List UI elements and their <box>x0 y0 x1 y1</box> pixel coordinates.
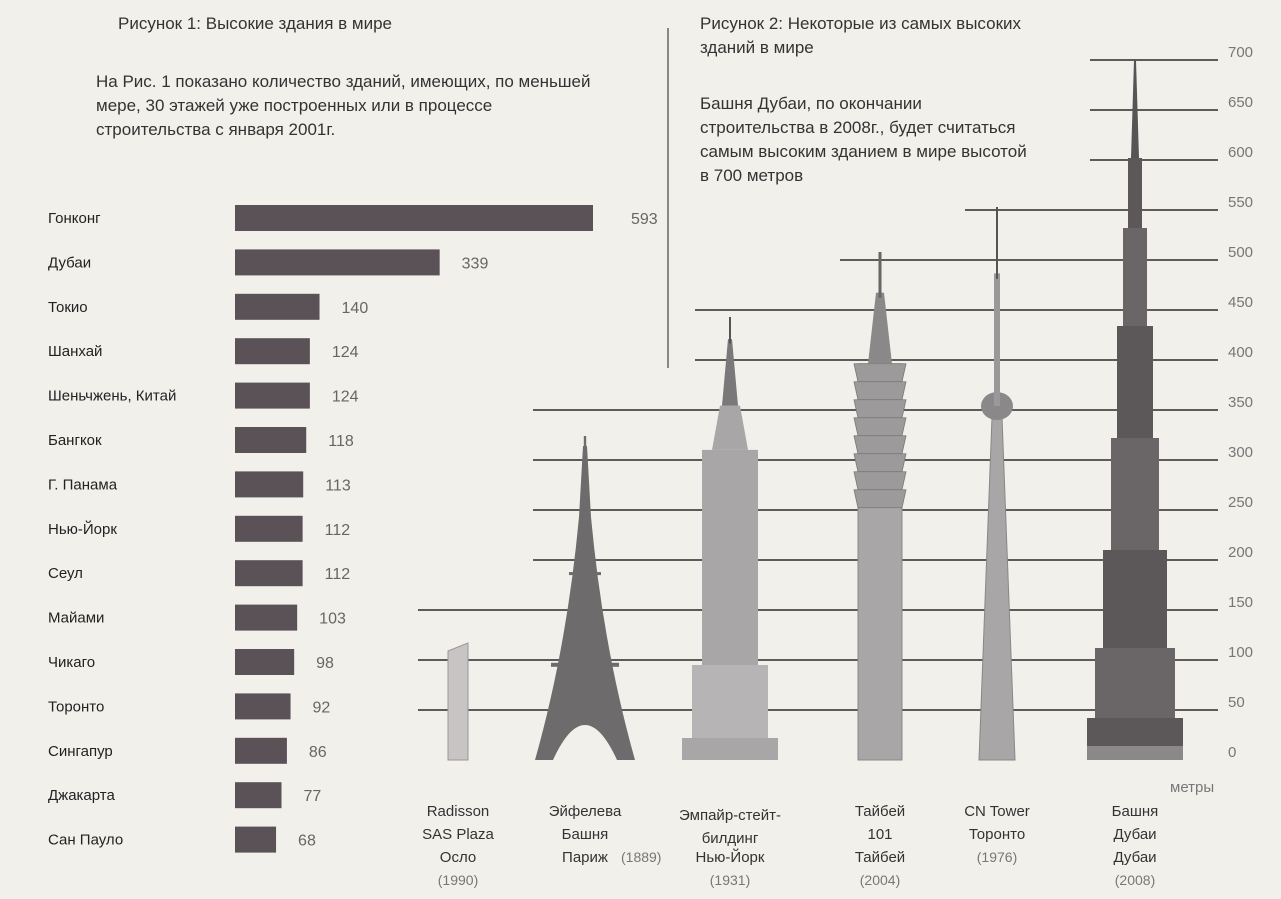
building-body <box>692 665 768 738</box>
building-tier <box>1128 158 1142 228</box>
bar-value-label: 593 <box>631 211 658 228</box>
y-tick-label: 550 <box>1228 194 1254 211</box>
building-year-label: (2008) <box>1114 872 1156 888</box>
bar-category-label: Бангкок <box>48 432 102 449</box>
building-name-label: Дубаи <box>1113 849 1157 866</box>
building-body <box>702 450 758 665</box>
bar-category-label: Сеул <box>48 565 83 583</box>
building-eiffel <box>535 436 635 760</box>
building-year-label: (1976) <box>976 849 1018 865</box>
building-tier <box>1103 550 1167 648</box>
bar-category-label: Гонконг <box>48 210 101 227</box>
building-empire <box>682 317 778 760</box>
bar-category-label: Сингапур <box>48 742 113 760</box>
bar <box>235 383 310 409</box>
building-tier <box>1123 228 1147 326</box>
y-tick-label: 700 <box>1228 44 1254 61</box>
bar-value-label: 112 <box>324 521 351 539</box>
building-name-label: Париж <box>562 849 608 866</box>
building-year-label: (1889) <box>621 849 662 865</box>
building-segment <box>854 364 906 382</box>
building-year-label: (2004) <box>859 872 901 888</box>
y-tick-label: 600 <box>1228 144 1254 161</box>
bar-value-label: 124 <box>331 344 359 362</box>
building-body <box>535 446 635 760</box>
height-gridlines <box>418 60 1218 710</box>
building-name-label: Radisson <box>426 803 490 820</box>
bar-value-label: 103 <box>319 610 346 628</box>
building-platform <box>551 663 619 667</box>
y-tick-label: 100 <box>1228 644 1254 661</box>
y-tick-label: 150 <box>1228 594 1254 611</box>
bar-category-label: Майами <box>48 609 105 627</box>
figure2-title: Рисунок 2: Некоторые из самых высоких зданий в мире <box>700 14 1022 57</box>
building-segment <box>854 418 906 436</box>
bar-category-label: Чикаго <box>48 654 96 671</box>
bar-category-label: Дубаи <box>48 254 92 272</box>
building-body <box>979 417 1015 760</box>
building-tier <box>1095 648 1175 718</box>
y-tick-label: 300 <box>1228 444 1254 461</box>
building-base <box>1087 746 1183 760</box>
figure2-description: Башня Дубаи, по окончании строительства в 2008г., будет считаться самым высоким зданием в мире высотой в 700 метров <box>700 94 1027 185</box>
figure1-title: Рисунок 1: Высокие здания в мире <box>118 14 393 33</box>
building-body <box>448 643 468 760</box>
building-name-label: Башня <box>1111 803 1159 820</box>
bar-category-label: Шанхай <box>48 343 103 361</box>
building-segment <box>854 472 906 490</box>
y-axis-unit-label: метры <box>1170 779 1215 796</box>
bar-category-label: Сан Пауло <box>48 831 124 849</box>
building-name-label: Эйфелева <box>548 803 622 820</box>
bar-chart-cities <box>48 205 658 853</box>
building-tier <box>1117 326 1153 438</box>
building-spire <box>1131 60 1139 158</box>
building-name-label: Дубаи <box>1113 826 1157 843</box>
bar <box>235 605 297 631</box>
bar-value-label: 140 <box>341 299 369 317</box>
bar-category-label: Нью-Йорк <box>48 520 117 538</box>
bar-category-label: Токио <box>48 298 88 316</box>
building-segment <box>854 490 906 508</box>
bar-category-label: Шеньчжень, Китай <box>48 387 177 405</box>
bar <box>235 471 303 497</box>
building-segment <box>854 400 906 418</box>
bar-value-label: 68 <box>298 832 316 850</box>
building-segment <box>854 382 906 400</box>
y-tick-label: 500 <box>1228 244 1254 261</box>
bar <box>235 205 593 231</box>
bar <box>235 738 287 764</box>
bar <box>235 427 306 453</box>
building-crown <box>722 339 738 405</box>
bar <box>235 827 276 853</box>
bar-value-label: 77 <box>303 788 322 806</box>
y-tick-label: 350 <box>1228 394 1254 411</box>
building-mast <box>994 273 1000 406</box>
building-segment <box>854 436 906 454</box>
bar-category-label: Джакарта <box>48 787 115 805</box>
building-name-label: билдинг <box>701 830 759 847</box>
bar-category-label: Г. Панама <box>48 476 118 494</box>
y-tick-label: 250 <box>1228 494 1254 511</box>
y-tick-label: 400 <box>1228 344 1254 361</box>
building-name-label: Тайбей <box>854 803 906 820</box>
bar <box>235 338 310 364</box>
building-name-label: Эмпайр-стейт- <box>679 807 781 824</box>
building-year-label: (1931) <box>709 872 751 888</box>
bar <box>235 249 440 275</box>
bar-value-label: 112 <box>324 566 351 584</box>
building-name-label: Тайбей <box>854 849 906 866</box>
building-name-label: Башня <box>561 826 609 843</box>
y-tick-label: 50 <box>1228 694 1245 711</box>
y-tick-label: 650 <box>1228 94 1254 111</box>
building-slab <box>448 643 468 760</box>
building-year-label: (1990) <box>437 872 479 888</box>
building-base <box>682 738 778 760</box>
bar-value-label: 339 <box>461 255 489 273</box>
building-antenna <box>996 207 998 279</box>
building-labels <box>422 803 1158 888</box>
building-taipei <box>854 252 906 760</box>
bar <box>235 693 291 719</box>
building-cn <box>979 207 1015 760</box>
y-tick-label: 200 <box>1228 544 1254 561</box>
bar-value-label: 113 <box>325 477 351 495</box>
bar-value-label: 98 <box>316 655 334 672</box>
bar <box>235 516 303 542</box>
building-tier <box>1111 438 1159 550</box>
bar-value-label: 118 <box>328 433 354 450</box>
bar-value-label: 124 <box>331 388 359 406</box>
height-axis <box>1170 44 1253 796</box>
y-tick-label: 450 <box>1228 294 1254 311</box>
figure1-description: На Рис. 1 показано количество зданий, имеющих, по меньшей мере, 30 этажей уже построенных или в процессе строительства с января 2001г. <box>96 72 591 139</box>
bar <box>235 294 320 320</box>
bar <box>235 560 303 586</box>
building-crown <box>712 406 748 450</box>
building-name-label: Осло <box>439 849 477 866</box>
bar-category-label: Торонто <box>48 698 105 716</box>
y-tick-label: 0 <box>1228 744 1237 761</box>
building-platform <box>569 572 601 575</box>
building-name-label: SAS Plaza <box>422 826 494 843</box>
building-antenna <box>729 317 731 344</box>
building-antenna <box>584 436 586 448</box>
building-crown <box>868 293 892 364</box>
building-antenna <box>879 252 882 298</box>
bar-value-label: 86 <box>308 743 327 761</box>
building-name-label: Нью-Йорк <box>695 849 765 866</box>
building-name-label: 101 <box>867 826 893 843</box>
building-name-label: Торонто <box>968 826 1026 843</box>
building-segment <box>854 454 906 472</box>
building-name-label: CN Tower <box>964 803 1030 820</box>
bar <box>235 649 294 675</box>
bar-value-label: 92 <box>312 699 331 717</box>
bar <box>235 782 281 808</box>
